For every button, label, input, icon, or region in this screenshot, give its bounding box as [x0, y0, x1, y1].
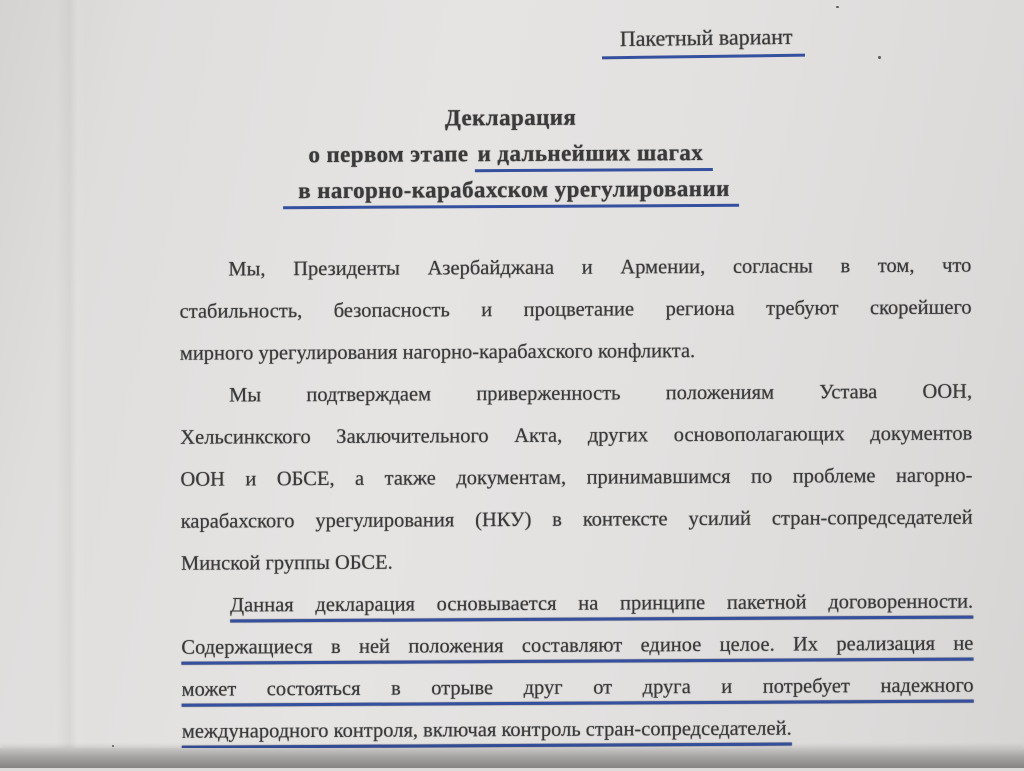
- title-line-3-underlined-text: в нагорно-карабахском урегулировании: [283, 175, 739, 209]
- title-line-2: [0, 133, 1023, 174]
- table-edge: [0, 748, 1024, 768]
- title-line-2-underlined-text: и дальнейших шагах: [475, 139, 714, 172]
- document-text-line: стабильность, безопасность и процветание региона требуют скорейшего: [179, 296, 972, 323]
- title-line-1: [0, 97, 1023, 138]
- document-text-line: ООН и ОБСЕ, а также документам, принимавшимся по проблеме нагорно-: [180, 464, 973, 491]
- document-text-line: может состояться в отрыве друг от друга и потребует надежного: [181, 674, 974, 701]
- document-text-line: Содержащиеся в ней положения составляют единое целое. Их реализация не: [181, 632, 974, 659]
- corner-note: [602, 24, 805, 58]
- title-line-2-plain-text: о первом этапе: [308, 141, 475, 168]
- title-line-3: [0, 169, 1023, 210]
- document-text-line: мирного урегулирования нагорно-карабахского конфликта.: [179, 340, 696, 365]
- document-body: [179, 245, 974, 753]
- corner-note-text: Пакетный вариант: [602, 24, 805, 60]
- document-title: [0, 97, 1023, 210]
- document-text-line: Данная декларация основывается на принципе пакетной договоренности.: [230, 590, 974, 617]
- title-line-1-text: Декларация: [444, 104, 577, 131]
- document-text-line: международного контроля, включая контроль стран-сопредседателей.: [181, 717, 792, 743]
- document-text-line: Минской группы ОБСЕ.: [180, 551, 393, 575]
- document-text-line: карабахского урегулирования (НКУ) в контексте усилий стран-сопредседателей: [180, 506, 973, 533]
- document-text-line: Хельсинкского Заключительного Акта, других основополагающих документов: [180, 422, 973, 449]
- document-text-line: Мы, Президенты Азербайджана и Армении, согласны в том, что: [228, 254, 972, 281]
- document-text-line: Мы подтверждаем приверженность положениям Устава ООН,: [228, 380, 973, 407]
